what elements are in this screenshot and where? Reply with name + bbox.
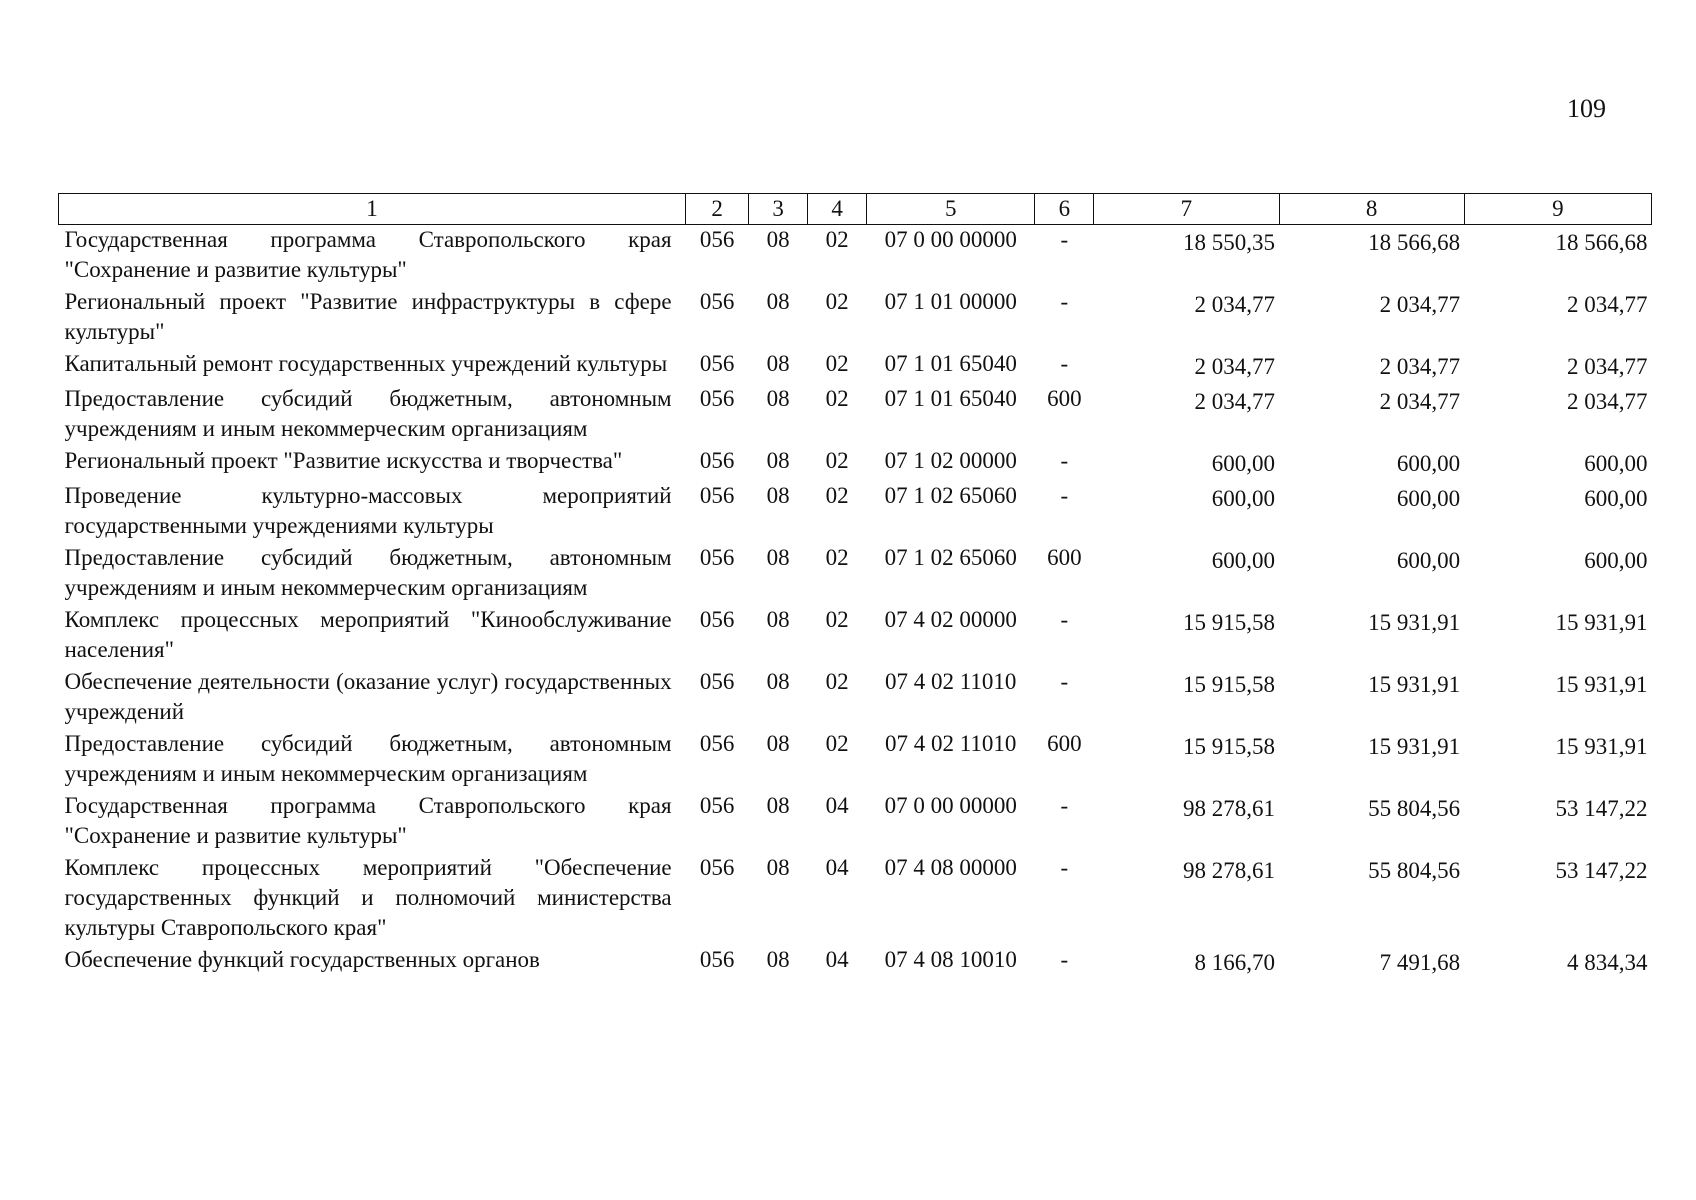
cell-subsection: 02 xyxy=(825,731,849,756)
cell-admin-code: 056 xyxy=(699,855,735,880)
cell-amount-8: 15 931,91 xyxy=(1368,734,1461,759)
table-row xyxy=(59,287,1652,349)
cell-amount-8: 600,00 xyxy=(1396,548,1461,573)
cell-amount-8: 2 034,77 xyxy=(1379,354,1461,379)
cell-amount-8: 15 931,91 xyxy=(1368,610,1461,635)
cell-admin-code: 056 xyxy=(699,669,735,694)
table-row xyxy=(59,853,1652,945)
cell-subsection: 02 xyxy=(825,227,849,252)
header-col-7: 7 xyxy=(1094,194,1279,225)
header-col-5: 5 xyxy=(867,194,1035,225)
header-col-3: 3 xyxy=(749,194,808,225)
cell-name: Комплекс процессных мероприятий "Обеспечение государственных функций и полномочий министерства культуры Ставропольского края" xyxy=(64,855,672,940)
cell-amount-8: 600,00 xyxy=(1396,451,1461,476)
cell-subsection: 04 xyxy=(825,947,849,972)
cell-expense-type: - xyxy=(1060,351,1069,376)
cell-subsection: 02 xyxy=(825,669,849,694)
cell-admin-code: 056 xyxy=(699,793,735,818)
cell-section: 08 xyxy=(766,607,790,632)
header-col-2: 2 xyxy=(686,194,749,225)
cell-admin-code: 056 xyxy=(699,227,735,252)
cell-amount-9: 2 034,77 xyxy=(1567,389,1648,414)
cell-amount-7: 2 034,77 xyxy=(1194,292,1275,317)
cell-section: 08 xyxy=(766,289,790,314)
cell-name: Проведение культурно-массовых мероприятий государственными учреждениями культуры xyxy=(64,483,672,538)
cell-target-article: 07 4 08 00000 xyxy=(884,855,1017,880)
table-header xyxy=(59,194,1652,225)
cell-subsection: 02 xyxy=(825,545,849,570)
cell-name: Региональный проект "Развитие инфраструктуры в сфере культуры" xyxy=(64,289,672,344)
cell-name: Комплекс процессных мероприятий "Кинообслуживание населения" xyxy=(64,607,672,662)
cell-amount-7: 600,00 xyxy=(1211,548,1275,573)
table-row xyxy=(59,791,1652,853)
cell-target-article: 07 1 01 65040 xyxy=(884,351,1017,376)
header-row xyxy=(59,194,1652,225)
table-row xyxy=(59,945,1652,980)
cell-amount-7: 600,00 xyxy=(1211,451,1275,476)
cell-section: 08 xyxy=(766,855,790,880)
cell-admin-code: 056 xyxy=(699,289,735,314)
cell-subsection: 02 xyxy=(825,483,849,508)
table-row xyxy=(59,481,1652,543)
cell-admin-code: 056 xyxy=(699,947,735,972)
cell-target-article: 07 0 00 00000 xyxy=(884,227,1017,252)
cell-expense-type: - xyxy=(1060,793,1069,818)
cell-expense-type: 600 xyxy=(1047,731,1082,756)
cell-amount-9: 18 566,68 xyxy=(1555,230,1648,255)
cell-section: 08 xyxy=(766,483,790,508)
cell-target-article: 07 0 00 00000 xyxy=(884,793,1017,818)
cell-amount-7: 15 915,58 xyxy=(1183,672,1275,697)
cell-target-article: 07 4 02 11010 xyxy=(885,669,1017,694)
cell-admin-code: 056 xyxy=(699,545,735,570)
cell-subsection: 04 xyxy=(825,855,849,880)
cell-amount-7: 98 278,61 xyxy=(1183,858,1275,883)
cell-target-article: 07 4 02 00000 xyxy=(884,607,1017,632)
cell-amount-7: 2 034,77 xyxy=(1194,354,1275,379)
table-row xyxy=(59,543,1652,605)
cell-amount-9: 600,00 xyxy=(1584,548,1648,573)
cell-section: 08 xyxy=(766,227,790,252)
cell-amount-7: 2 034,77 xyxy=(1194,389,1275,414)
header-col-9: 9 xyxy=(1464,194,1651,225)
cell-target-article: 07 1 02 00000 xyxy=(884,448,1017,473)
table-row xyxy=(59,605,1652,667)
cell-amount-8: 15 931,91 xyxy=(1368,672,1461,697)
cell-amount-9: 53 147,22 xyxy=(1555,796,1648,821)
cell-expense-type: - xyxy=(1060,669,1069,694)
table-row xyxy=(59,225,1652,288)
cell-section: 08 xyxy=(766,731,790,756)
cell-amount-7: 18 550,35 xyxy=(1183,230,1275,255)
cell-admin-code: 056 xyxy=(699,386,735,411)
cell-expense-type: - xyxy=(1060,607,1069,632)
cell-amount-9: 15 931,91 xyxy=(1555,734,1648,759)
cell-amount-9: 2 034,77 xyxy=(1567,292,1648,317)
page-number: 109 xyxy=(1567,94,1606,123)
header-col-1: 1 xyxy=(59,194,686,225)
cell-expense-type: - xyxy=(1060,448,1069,473)
table-row xyxy=(59,446,1652,481)
cell-expense-type: - xyxy=(1060,289,1069,314)
cell-admin-code: 056 xyxy=(699,351,735,376)
cell-expense-type: - xyxy=(1060,947,1069,972)
cell-amount-7: 98 278,61 xyxy=(1183,796,1275,821)
cell-name: Обеспечение функций государственных органов xyxy=(64,947,540,972)
cell-section: 08 xyxy=(766,386,790,411)
cell-name: Государственная программа Ставропольского края "Сохранение и развитие культуры" xyxy=(64,793,672,848)
header-col-8: 8 xyxy=(1279,194,1464,225)
table-row xyxy=(59,667,1652,729)
cell-amount-7: 15 915,58 xyxy=(1183,610,1275,635)
header-col-6: 6 xyxy=(1035,194,1094,225)
cell-subsection: 02 xyxy=(825,448,849,473)
cell-name: Предоставление субсидий бюджетным, автономным учреждениям и иным некоммерческим организациям xyxy=(64,545,672,600)
table-body xyxy=(59,225,1652,981)
cell-amount-8: 55 804,56 xyxy=(1368,796,1461,821)
cell-target-article: 07 1 01 00000 xyxy=(884,289,1017,314)
table-row xyxy=(59,729,1652,791)
cell-admin-code: 056 xyxy=(699,607,735,632)
cell-amount-8: 600,00 xyxy=(1396,486,1461,511)
cell-amount-9: 15 931,91 xyxy=(1555,610,1648,635)
cell-section: 08 xyxy=(766,448,790,473)
cell-amount-8: 55 804,56 xyxy=(1368,858,1461,883)
cell-target-article: 07 1 02 65060 xyxy=(884,545,1017,570)
header-col-4: 4 xyxy=(808,194,867,225)
cell-name: Капитальный ремонт государственных учреждений культуры xyxy=(64,351,668,376)
cell-amount-9: 600,00 xyxy=(1584,451,1648,476)
cell-section: 08 xyxy=(766,351,790,376)
cell-name: Обеспечение деятельности (оказание услуг) государственных учреждений xyxy=(64,669,672,724)
cell-subsection: 02 xyxy=(825,351,849,376)
cell-target-article: 07 1 02 65060 xyxy=(884,483,1017,508)
cell-amount-7: 8 166,70 xyxy=(1194,950,1275,975)
cell-subsection: 02 xyxy=(825,386,849,411)
cell-admin-code: 056 xyxy=(699,731,735,756)
cell-expense-type: - xyxy=(1060,227,1069,252)
cell-target-article: 07 1 01 65040 xyxy=(884,386,1017,411)
cell-admin-code: 056 xyxy=(699,448,735,473)
cell-section: 08 xyxy=(766,793,790,818)
cell-name: Региональный проект "Развитие искусства и творчества" xyxy=(64,448,623,473)
table-row xyxy=(59,349,1652,384)
cell-amount-8: 18 566,68 xyxy=(1368,230,1461,255)
cell-subsection: 02 xyxy=(825,289,849,314)
cell-subsection: 04 xyxy=(825,793,849,818)
cell-section: 08 xyxy=(766,947,790,972)
cell-expense-type: - xyxy=(1060,483,1069,508)
cell-expense-type: 600 xyxy=(1047,386,1082,411)
cell-amount-9: 600,00 xyxy=(1584,486,1648,511)
cell-amount-9: 2 034,77 xyxy=(1567,354,1648,379)
cell-section: 08 xyxy=(766,545,790,570)
cell-target-article: 07 4 08 10010 xyxy=(884,947,1017,972)
cell-expense-type: - xyxy=(1060,855,1069,880)
cell-name: Предоставление субсидий бюджетным, автономным учреждениям и иным некоммерческим организациям xyxy=(64,386,672,441)
cell-section: 08 xyxy=(766,669,790,694)
cell-expense-type: 600 xyxy=(1047,545,1082,570)
cell-amount-7: 15 915,58 xyxy=(1183,734,1275,759)
budget-table xyxy=(58,193,1652,980)
cell-amount-8: 2 034,77 xyxy=(1379,389,1461,414)
cell-amount-8: 2 034,77 xyxy=(1379,292,1461,317)
cell-name: Предоставление субсидий бюджетным, автономным учреждениям и иным некоммерческим организациям xyxy=(64,731,672,786)
cell-target-article: 07 4 02 11010 xyxy=(885,731,1017,756)
cell-amount-7: 600,00 xyxy=(1211,486,1275,511)
cell-subsection: 02 xyxy=(825,607,849,632)
cell-name: Государственная программа Ставропольского края "Сохранение и развитие культуры" xyxy=(64,227,672,282)
cell-amount-9: 4 834,34 xyxy=(1567,950,1648,975)
cell-amount-9: 53 147,22 xyxy=(1555,858,1648,883)
cell-admin-code: 056 xyxy=(699,483,735,508)
cell-amount-9: 15 931,91 xyxy=(1555,672,1648,697)
table-row xyxy=(59,384,1652,446)
cell-amount-8: 7 491,68 xyxy=(1379,950,1461,975)
